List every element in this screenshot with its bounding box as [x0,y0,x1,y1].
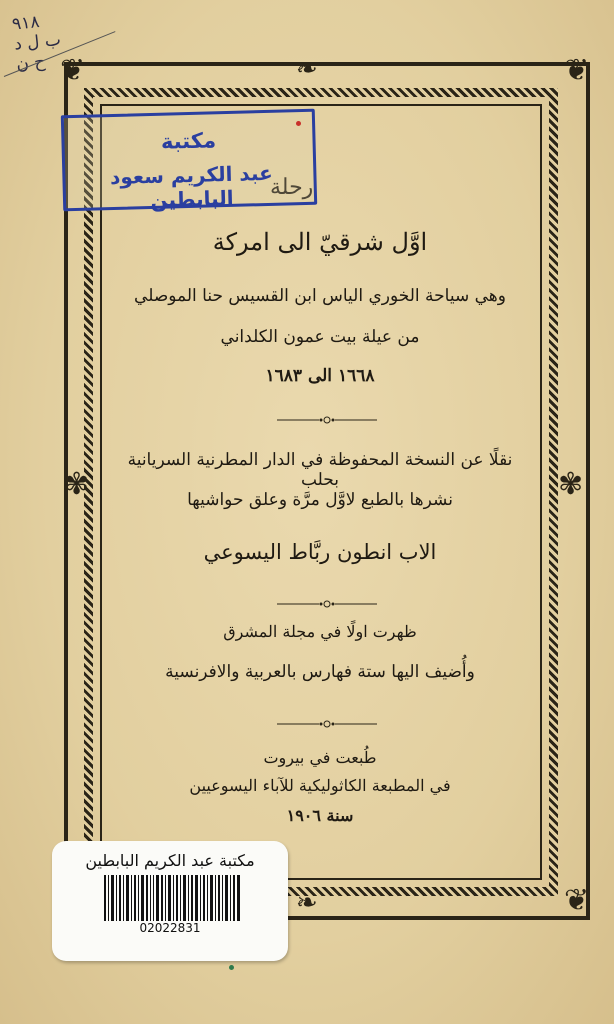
side-ornament-icon: ✾ [558,467,584,502]
edition-note: نشرها بالطبع لاوَّل مرَّة وعلق حواشيها [187,490,453,510]
handwritten-line-3: ح ن [15,51,47,75]
side-ornament-icon: ✾ [64,467,90,502]
ornamental-divider [277,410,377,420]
stamp-line-1: مكتبة [160,128,217,154]
corner-ornament-icon: ❦ [60,53,86,88]
manuscript-source: نقلًا عن النسخة المحفوظة في الدار المطرنية السريانية بحلب [127,450,513,490]
printed-in: طُبعت في بيروت [263,748,377,767]
handwritten-line-1: ٩١٨ [11,12,41,35]
press-name: في المطبعة الكاثوليكية للآباء اليسوعيين [189,776,451,795]
journey-years: ١٦٦٨ الى ١٦٨٣ [265,366,375,386]
library-stamp [61,109,317,212]
red-ink-mark [296,121,301,126]
editor-name: الاب انطون ربَّاط اليسوعي [203,540,437,564]
corner-ornament-icon: ❦ [564,53,590,88]
author-family: من عيلة بيت عمون الكلداني [220,327,420,347]
ornamental-divider [277,714,377,724]
library-barcode-label [52,841,288,961]
corner-ornament-icon: ❦ [564,883,590,918]
book-title: اوَّل شرقيّ الى امركة [212,228,428,256]
book-subtitle: وهي سياحة الخوري الياس ابن القسيس حنا الموصلي [134,286,506,306]
barcode-icon [104,875,240,921]
stamp-line-2: عبد الكريم سعود البابطين [109,160,274,213]
indexes-note: وأُضيف اليها ستة فهارس بالعربية والافرنسية [165,662,475,682]
green-ink-mark [229,965,234,970]
first-appeared-note: ظهرت اولًا في مجلة المشرق [223,622,417,641]
top-ornament-icon: ❧ [296,54,318,84]
publication-year: سنة ١٩٠٦ [286,806,354,825]
label-title: مكتبة عبد الكريم البابطين [85,851,255,870]
ornamental-divider [277,594,377,604]
bottom-ornament-icon: ❧ [296,888,318,918]
handwritten-line-2: ب ل د [13,29,62,55]
title-fragment: رحلة [270,175,314,200]
barcode-number: 02022831 [139,921,201,935]
